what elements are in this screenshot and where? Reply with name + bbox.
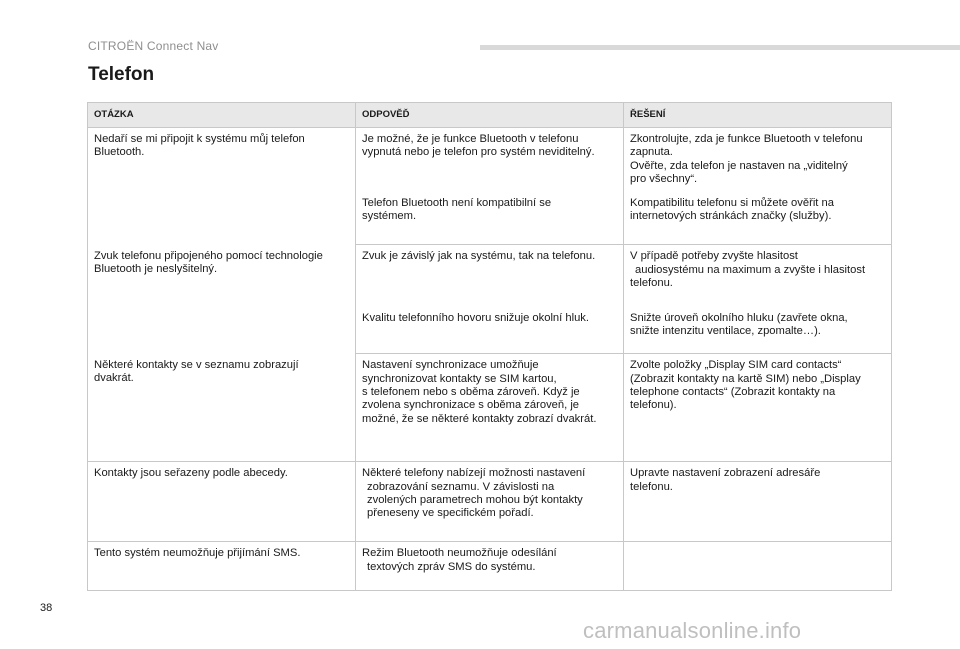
cell-line: telephone contacts“ (Zobrazit kontakty na — [630, 385, 836, 398]
table-header-row — [88, 103, 892, 128]
solution-cell — [624, 542, 892, 591]
column-header-answer: ODPOVĚĎ — [356, 103, 624, 128]
table-row — [88, 462, 892, 542]
cell-line: internetových stránkách značky (služby). — [630, 210, 832, 223]
question-cell — [88, 128, 356, 245]
answer-cell — [356, 542, 624, 591]
solution-cell — [624, 462, 892, 542]
column-header-solution: ŘEŠENÍ — [624, 103, 892, 128]
cell-line: zvolena synchronizace s oběma zároveň, je — [362, 399, 580, 412]
answer-cell — [356, 128, 624, 192]
question-cell — [88, 462, 356, 542]
cell-line: zapnuta. — [630, 146, 673, 159]
question-cell — [88, 245, 356, 354]
cell-line: snižte intenzitu ventilace, zpomalte…). — [630, 325, 821, 338]
cell-line: s telefonem nebo s oběma zároveň. Když je — [362, 385, 580, 398]
cell-line: Zvuk je závislý jak na systému, tak na telefonu. — [362, 250, 596, 263]
cell-line: (Zobrazit kontakty na kartě SIM) nebo „Display — [630, 372, 861, 385]
cell-line: synchronizovat kontakty se SIM kartou, — [362, 372, 557, 385]
cell-line: systémem. — [362, 210, 417, 223]
cell-line: Upravte nastavení zobrazení adresáře — [630, 467, 821, 480]
cell-line: Zvolte položky „Display SIM card contacts“ — [630, 359, 842, 372]
question-cell — [88, 542, 356, 591]
cell-line: Kompatibilitu telefonu si můžete ověřit na — [630, 196, 834, 209]
cell-line: zvolených parametrech mohou být kontakty — [367, 493, 583, 506]
solution-cell — [624, 307, 892, 354]
cell-line: textových zpráv SMS do systému. — [367, 560, 536, 573]
answer-cell — [356, 354, 624, 462]
header-brand: CITROËN Connect Nav — [88, 39, 219, 53]
cell-line: Ověřte, zda telefon je nastaven na „viditelný — [630, 159, 848, 172]
cell-line: telefonu. — [630, 480, 673, 493]
answer-cell — [356, 462, 624, 542]
table-row — [88, 245, 892, 307]
cell-line: Kvalitu telefonního hovoru snižuje okolní hluk. — [362, 311, 590, 324]
cell-line: telefonu. — [630, 276, 673, 289]
cell-line: vypnutá nebo je telefon pro systém neviditelný. — [362, 146, 595, 159]
cell-line: Zvuk telefonu připojeného pomocí technologie — [94, 249, 323, 262]
cell-line: Některé kontakty se v seznamu zobrazují — [94, 358, 299, 371]
question-cell — [88, 354, 356, 462]
faq-table — [87, 102, 892, 591]
cell-line: Zkontrolujte, zda je funkce Bluetooth v telefonu — [630, 133, 863, 145]
page-number: 38 — [40, 602, 53, 614]
cell-line: Kontakty jsou seřazeny podle abecedy. — [94, 467, 288, 480]
cell-line: pro všechny“. — [630, 173, 698, 186]
answer-cell — [356, 245, 624, 307]
cell-line: Bluetooth. — [94, 146, 145, 159]
cell-line: Telefon Bluetooth není kompatibilní se — [362, 196, 552, 209]
cell-line: Je možné, že je funkce Bluetooth v telefonu — [362, 133, 579, 145]
cell-line: Režim Bluetooth neumožňuje odesílání — [362, 547, 557, 560]
cell-line: telefonu). — [630, 399, 677, 412]
solution-cell — [624, 354, 892, 462]
page-title: Telefon — [88, 64, 155, 85]
solution-cell — [624, 128, 892, 192]
cell-line: V případě potřeby zvyšte hlasitost — [630, 250, 798, 263]
cell-line: Snižte úroveň okolního hluku (zavřete okna, — [630, 311, 848, 324]
cell-line: Tento systém neumožňuje přijímání SMS. — [94, 547, 301, 560]
cell-line: dvakrát. — [94, 372, 134, 385]
answer-cell — [356, 307, 624, 354]
cell-line: Nedaří se mi připojit k systému můj telefon — [94, 133, 305, 145]
answer-cell — [356, 192, 624, 245]
table-row — [88, 128, 892, 192]
solution-cell — [624, 192, 892, 245]
cell-line: možné, že se některé kontakty zobrazí dvakrát. — [362, 412, 597, 425]
cell-line: Bluetooth je neslyšitelný. — [94, 263, 218, 276]
table-row — [88, 542, 892, 591]
solution-cell — [624, 245, 892, 307]
cell-line: zobrazování seznamu. V závislosti na — [367, 480, 555, 493]
cell-line: Nastavení synchronizace umožňuje — [362, 359, 539, 372]
cell-line: přeneseny ve specifickém pořadí. — [367, 507, 534, 520]
cell-line: audiosystému na maximum a zvyšte i hlasitost — [635, 263, 866, 276]
cell-line: Některé telefony nabízejí možnosti nastavení — [362, 467, 586, 480]
header-bar — [480, 45, 960, 50]
column-header-question: OTÁZKA — [88, 103, 356, 128]
watermark: carmanualsonline.info — [583, 618, 802, 643]
table-row — [88, 354, 892, 462]
